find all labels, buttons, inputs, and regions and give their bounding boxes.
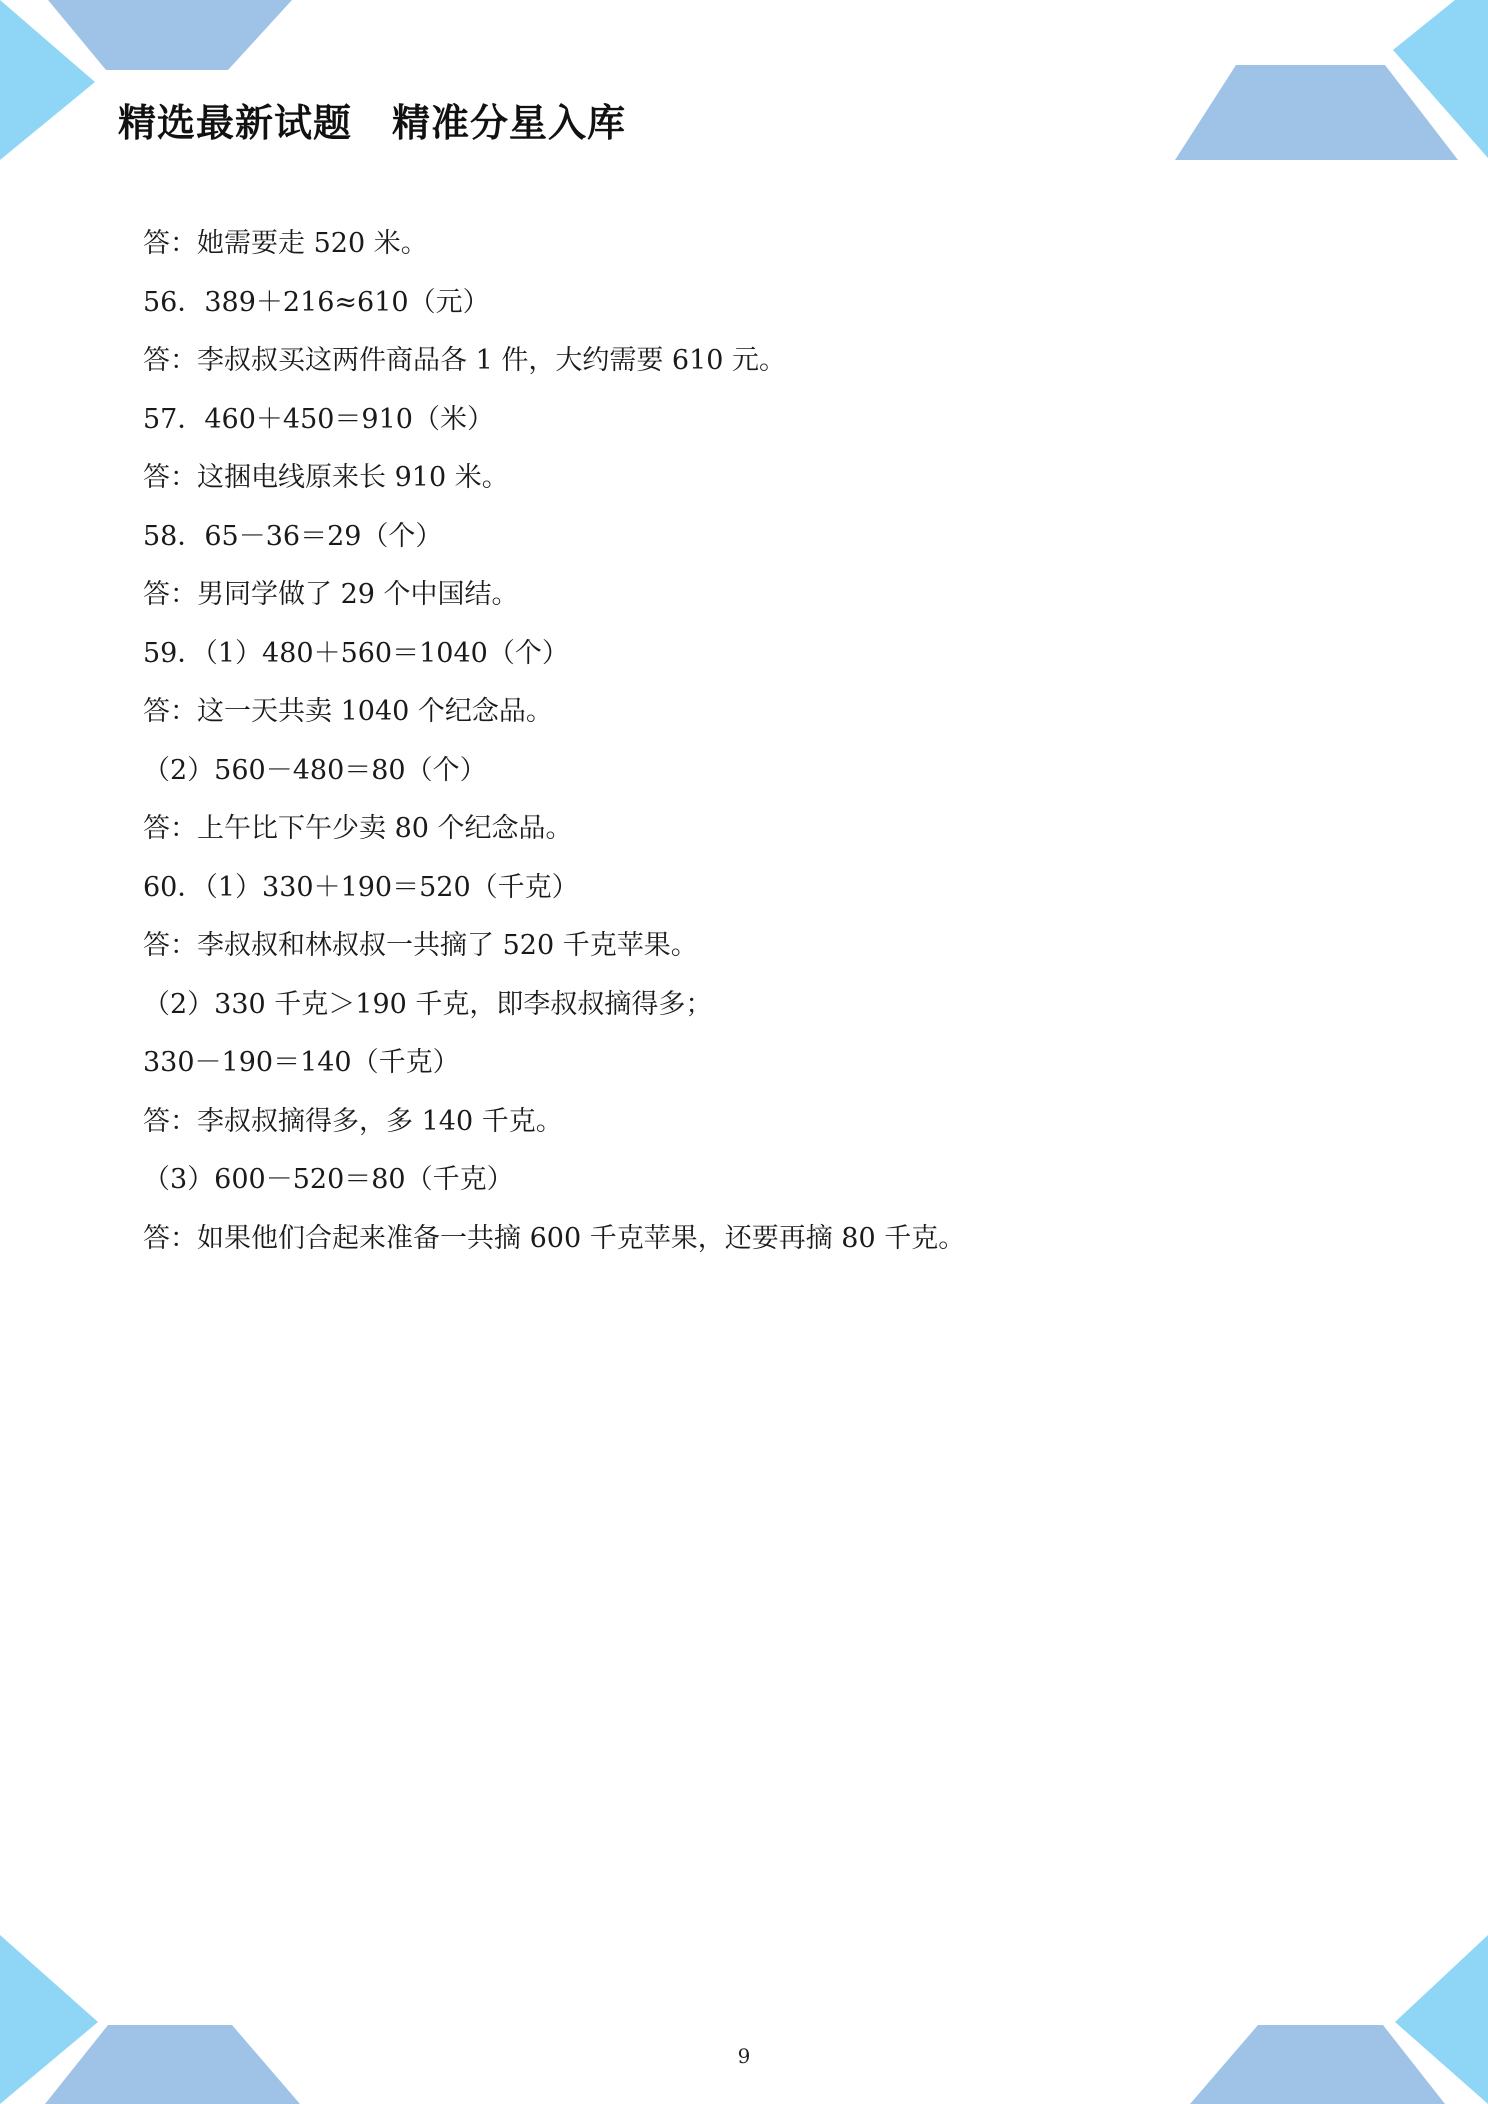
text-line: 答：李叔叔买这两件商品各 1 件，大约需要 610 元。: [143, 345, 787, 376]
text-line: （2）560－480＝80（个）: [143, 754, 487, 786]
text-line: 58．65－36＝29（个）: [143, 520, 443, 552]
text-line: 60．（1）330＋190＝520（千克）: [143, 871, 579, 903]
text-line: （3）600－520＝80（千克）: [143, 1164, 514, 1195]
header-title-part2: 精准分星入库: [392, 101, 627, 145]
top-right-triangle: [1393, 0, 1488, 158]
bottom-right-triangle: [1395, 1935, 1488, 2104]
text-line: 330－190＝140（千克）: [143, 1047, 460, 1078]
answer-content: [143, 222, 1343, 1275]
text-line: 56．389＋216≈610（元）: [143, 286, 490, 318]
text-line: 答：这一天共卖 1040 个纪念品。: [143, 696, 553, 727]
text-line: 答：李叔叔摘得多，多 140 千克。: [143, 1105, 563, 1137]
text-line: 答：如果他们合起来准备一共摘 600 千克苹果，还要再摘 80 千克。: [143, 1222, 966, 1254]
bottom-left-triangle: [0, 1935, 98, 2104]
page-number: 9: [737, 2044, 751, 2068]
text-line: 答：这捆电线原来长 910 米。: [143, 462, 509, 493]
text-line: 答：李叔叔和林叔叔一共摘了 520 千克苹果。: [143, 930, 698, 961]
text-line: 57．460＋450＝910（米）: [143, 403, 494, 435]
top-left-trapezoid: [48, 0, 292, 70]
header-title-part1: 精选最新试题: [118, 101, 353, 145]
text-line: 答：男同学做了 29 个中国结。: [143, 579, 519, 610]
header-title: [118, 92, 626, 147]
top-right-trapezoid: [1175, 65, 1458, 160]
top-left-triangle: [0, 0, 95, 160]
text-line: 答：她需要走 520 米。: [143, 228, 428, 259]
text-line: 答：上午比下午少卖 80 个纪念品。: [143, 813, 573, 844]
text-line: （2）330 千克＞190 千克，即李叔叔摘得多；: [143, 988, 713, 1020]
text-line: 59．（1）480＋560＝1040（个）: [143, 637, 569, 669]
